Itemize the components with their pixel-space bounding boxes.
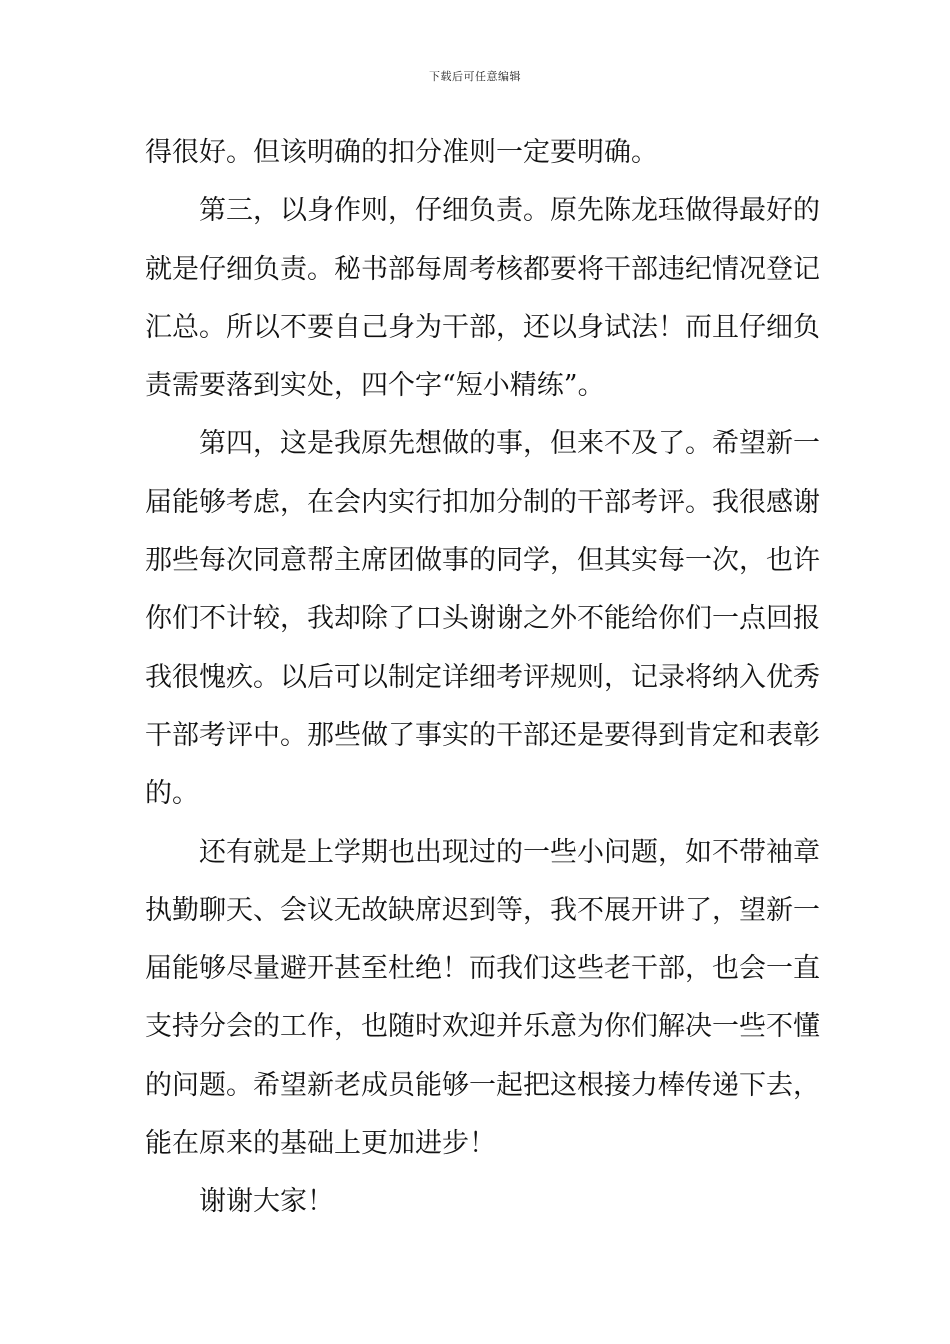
text-line: 那些每次同意帮主席团做事的同学，但其实每一次，也许 xyxy=(145,545,820,577)
page-header: 下载后可任意编辑 xyxy=(429,70,521,83)
text-line: 干部考评中。那些做了事实的干部还是要得到肯定和表彰 xyxy=(145,719,820,751)
text-line: 你们不计较，我却除了口头谢谢之外不能给你们一点回报 xyxy=(145,603,820,635)
text-line: 第三，以身作则，仔细负责。原先陈龙珏做得最好的 xyxy=(199,195,820,227)
text-line: 得很好。但该明确的扣分准则一定要明确。 xyxy=(145,137,658,168)
document-body xyxy=(145,124,820,1232)
paragraph xyxy=(145,124,807,182)
text-line: 的。 xyxy=(145,778,199,810)
text-line: 责需要落到实处，四个字“短小精练”。 xyxy=(145,370,605,402)
text-line: 届能够考虑，在会内实行扣加分制的干部考评。我很感谢 xyxy=(145,486,820,518)
paragraph xyxy=(145,1173,807,1231)
text-line: 还有就是上学期也出现过的一些小问题，如不带袖章 xyxy=(199,836,820,868)
text-line: 届能够尽量避开甚至杜绝！而我们这些老干部，也会一直 xyxy=(145,953,820,985)
paragraph xyxy=(145,182,820,415)
text-line: 支持分会的工作，也随时欢迎并乐意为你们解决一些不懂 xyxy=(145,1011,820,1043)
paragraph xyxy=(145,415,820,823)
text-line: 的问题。希望新老成员能够一起把这根接力棒传递下去， xyxy=(145,1069,820,1101)
text-line: 能在原来的基础上更加进步！ xyxy=(145,1128,496,1160)
text-line: 汇总。所以不要自己身为干部，还以身试法！而且仔细负 xyxy=(145,311,820,343)
paragraph xyxy=(145,824,820,1174)
text-line: 我很愧疚。以后可以制定详细考评规则，记录将纳入优秀 xyxy=(145,661,820,693)
text-line: 就是仔细负责。秘书部每周考核都要将干部违纪情况登记 xyxy=(145,253,820,285)
text-line: 执勤聊天、会议无故缺席迟到等，我不展开讲了，望新一 xyxy=(145,894,820,926)
text-line: 谢谢大家！ xyxy=(199,1186,334,1218)
text-line: 第四，这是我原先想做的事，但来不及了。希望新一 xyxy=(199,428,820,460)
